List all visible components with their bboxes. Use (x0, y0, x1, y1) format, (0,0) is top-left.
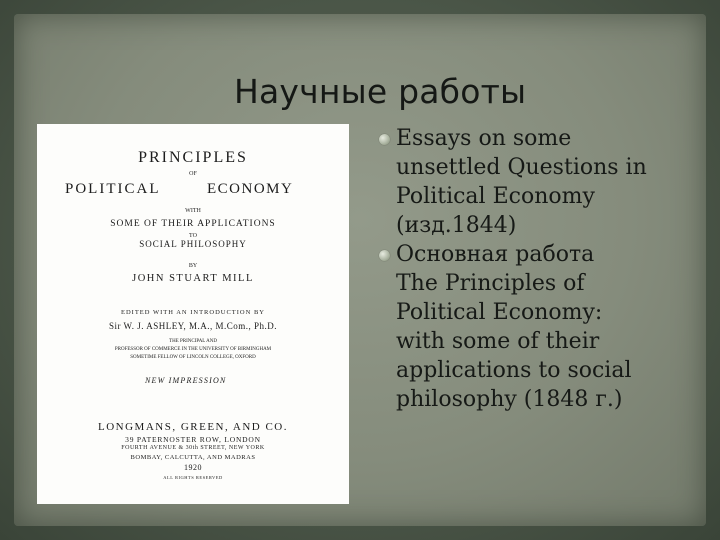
bullet-line: with some of their (396, 329, 600, 354)
bullet-line: philosophy (1848 г.) (396, 387, 623, 412)
bullet-line: Essays on some (396, 126, 572, 151)
bullet-line: unsettled Questions in (396, 155, 647, 180)
cover-author: JOHN STUART MILL (132, 273, 254, 284)
cover-year: 1920 (184, 463, 202, 472)
cover-title-principles: PRINCIPLES (138, 149, 248, 166)
bullet-dot-icon (379, 134, 390, 145)
slide-title: Научные работы (234, 72, 527, 111)
bullet-dot-icon (379, 250, 390, 261)
bullet-line: applications to social (396, 358, 632, 383)
cover-address-new-york: FOURTH AVENUE & 30th STREET, NEW YORK (121, 445, 265, 451)
cover-social-philosophy: SOCIAL PHILOSOPHY (139, 239, 247, 249)
cover-editor-title-3: SOMETIME FELLOW OF LINCOLN COLLEGE, OXFORD (130, 355, 256, 360)
cover-publisher: LONGMANS, GREEN, AND CO. (97, 421, 288, 433)
cover-by: BY (188, 263, 198, 269)
bullet-line: Основная работа (396, 242, 595, 267)
bullet-item-principles (396, 240, 706, 414)
cover-rights: ALL RIGHTS RESERVED (163, 475, 223, 480)
bullet-item-essays (396, 124, 706, 240)
cover-subtitle: SOME OF THEIR APPLICATIONS (110, 219, 276, 229)
cover-title-political: POLITICAL (65, 181, 161, 197)
cover-editor-title-1: THE PRINCIPAL AND (169, 339, 217, 344)
cover-editor: Sir W. J. ASHLEY, M.A., M.Com., Ph.D. (108, 321, 278, 331)
bullet-line: Political Economy (396, 184, 595, 209)
cover-impression: NEW IMPRESSION (145, 376, 227, 385)
cover-address-india: BOMBAY, CALCUTTA, AND MADRAS (130, 454, 256, 461)
bullet-line: The Principles of (396, 271, 585, 296)
cover-title-of: OF (189, 171, 197, 177)
cover-address-london: 39 PATERNOSTER ROW, LONDON (125, 435, 261, 444)
bullet-list (396, 124, 706, 414)
book-cover-image (37, 124, 349, 504)
cover-edited-with: EDITED WITH AN INTRODUCTION BY (121, 309, 265, 316)
bullet-line: (изд.1844) (396, 213, 517, 238)
cover-title-economy: ECONOMY (207, 181, 294, 197)
cover-editor-title-2: PROFESSOR OF COMMERCE IN THE UNIVERSITY OF BIRMINGHAM (114, 347, 272, 352)
bullet-line: Political Economy: (396, 300, 603, 325)
cover-to: TO (189, 233, 197, 239)
cover-with: WITH (185, 208, 201, 214)
